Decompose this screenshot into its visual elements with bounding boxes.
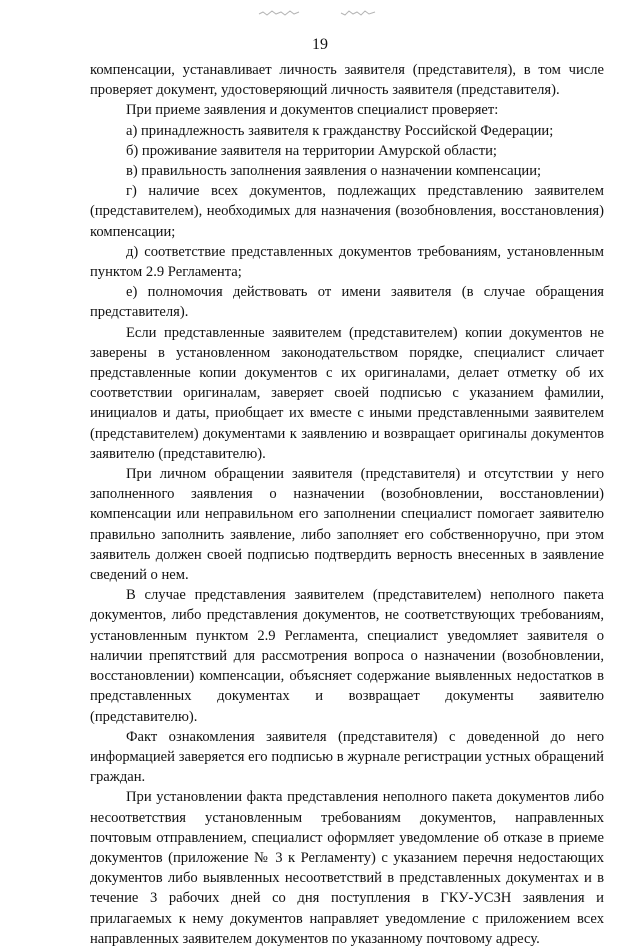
- paragraph: При личном обращении заявителя (представителя) и отсутствии у него заполненного заявления о назначении (возобновлении, восстановлении) компенсации или неправильном его заполнении специалист помогает заявителю правильно заполнить заявление, либо заполняет его собственноручно, при этом заявитель должен своей подписью подтвердить верность внесенных в заявление сведений о нем.: [90, 466, 604, 584]
- list-item: д) соответствие представленных документов требованиям, установленным пунктом 2.9 Регламента;: [90, 243, 604, 281]
- list-item: б) проживание заявителя на территории Амурской области;: [126, 142, 497, 159]
- document-body: [90, 60, 604, 949]
- list-item: в) правильность заполнения заявления о назначении компенсации;: [126, 163, 542, 180]
- list-item: а) принадлежность заявителя к гражданству Российской Федерации;: [126, 122, 554, 139]
- scan-artifact-mark: [258, 9, 300, 17]
- page-number: 19: [312, 36, 328, 53]
- paragraph: Если представленные заявителем (представителем) копии документов не заверены в установленном законодательством порядке, специалист сличает представленные копии документов с их оригиналами, делает отметку об их соответствии оригиналам, заверяет своей подписью с указанием фамилии, инициалов и даты, приобщает их вместе с иными представленными заявителем (представителем) документами к заявлению и возвращает оригиналы документов заявителю (представителю).: [90, 324, 604, 462]
- paragraph: компенсации, устанавливает личность заявителя (представителя), в том числе проверяет документ, удостоверяющий личность заявителя (представителя).: [90, 62, 604, 99]
- list-item: е) полномочия действовать от имени заявителя (в случае обращения представителя).: [90, 284, 604, 321]
- paragraph: Факт ознакомления заявителя (представителя) с доведенной до него информацией заверяется его подписью в журнале регистрации устных обращений граждан.: [90, 728, 604, 786]
- paragraph: При приеме заявления и документов специалист проверяет:: [126, 102, 499, 119]
- list-item: г) наличие всех документов, подлежащих представлению заявителем (представителем), необходимых для назначения (возобновления, восстановления) компенсации;: [90, 183, 604, 240]
- scan-artifact-mark: [340, 9, 376, 17]
- paragraph: При установлении факта представления неполного пакета документов либо несоответствия установленным требованиям документов, направленных почтовым отправлением, специалист оформляет уведомление об отказе в приеме документов (приложение № 3 к Регламенту) с указанием перечня недостающих документов либо выявленных несоответствий в представленных документах и в течение 3 рабочих дней со дня поступления в ГКУ-УСЗН заявления и прилагаемых к нему документов направляет уведомление с приложением всех направленных заявителем документов по указанному почтовому адресу.: [90, 789, 604, 947]
- paragraph: В случае представления заявителем (представителем) неполного пакета документов, либо представления документов, не соответствующих требованиям, установленным пунктом 2.9 Регламента, специалист уведомляет заявителя о наличии препятствий для рассмотрения вопроса о назначении (возобновлении, восстановлении) компенсации, объясняет содержание выявленных недостатков в представленных документах и возвращает документы заявителю (представителю).: [90, 587, 604, 725]
